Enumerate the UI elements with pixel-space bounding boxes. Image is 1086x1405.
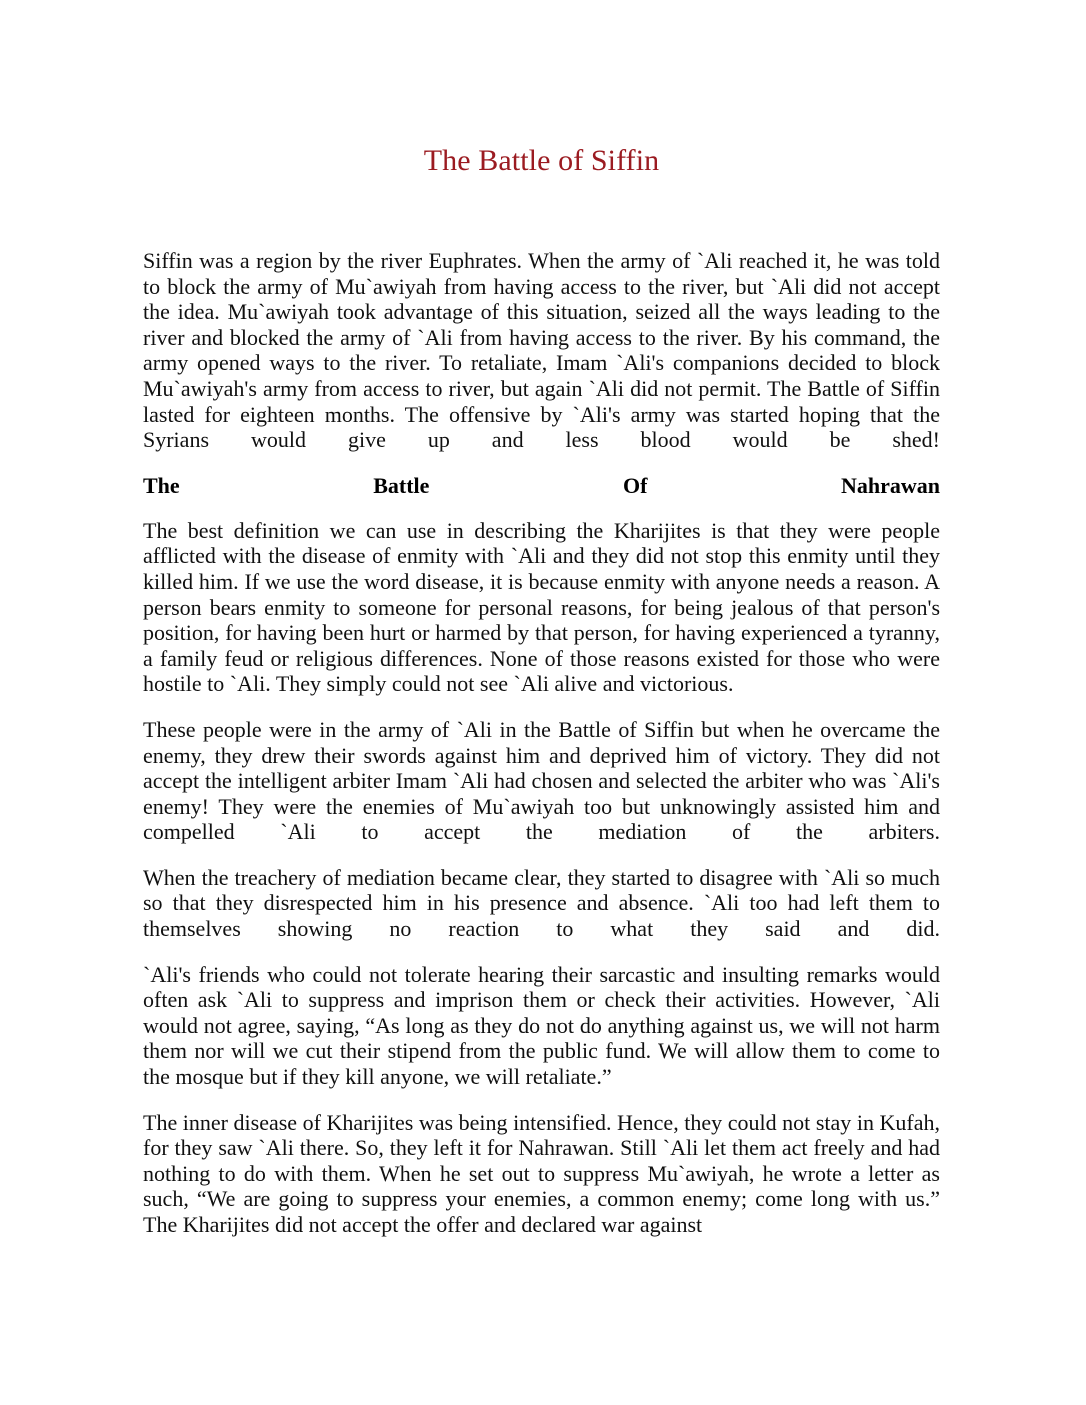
paragraph-army-of-ali-siffin: These people were in the army of `Ali in the Battle of Siffin but when he overcame the enemy, they drew their swords against him and deprived him of victory. They did not accept the intelligent arbiter Imam `Ali had chosen and selected the arbiter who was `Ali's enemy! They were the enemies of Mu`awiyah too but unknowingly assisted him and compelled `Ali to accept the mediation of the arbiters. [143,716,940,845]
page-title: The Battle of Siffin [423,144,660,177]
paragraph-siffin-intro: Siffin was a region by the river Euphrates. When the army of `Ali reached it, he was told to block the army of Mu`awiyah from having access to the river, but `Ali did not accept the idea. Mu`awiyah took advantage of this situation, seized all the ways leading to the river and blocked the army of `Ali from having access to the river. By his command, the army opened ways to the river. To retaliate, Imam `Ali's companions decided to block Mu`awiyah's army from access to river, but again `Ali did not permit. The Battle of Siffin lasted for eighteen months. The offensive by `Ali's army was started hoping that the Syrians would give up and less blood would be shed! [143,248,940,453]
paragraph-kharijites-definition: The best definition we can use in describing the Kharijites is that they were people afflicted with the disease of enmity with `Ali and they did not stop this enmity until they killed him. If we use the word disease, it is because enmity with anyone needs a reason. A person bears enmity to someone for personal reasons, for being jealous of that person's position, for having been hurt or harmed by that person, for having experienced a tyranny, a family feud or religious differences. None of those reasons existed for those who were hostile to `Ali. They simply could not see `Ali alive and victorious. [143,517,940,697]
paragraph-ali-friends-remarks: `Ali's friends who could not tolerate hearing their sarcastic and insulting remarks would often ask `Ali to suppress and imprison them or check their activities. However, `Ali would not agree, saying, “As long as they do not do anything against us, we will not harm them nor will we cut their stipend from the public fund. We will allow them to come to the mosque but if they kill anyone, we will retaliate.” [143,961,940,1090]
heading-battle-of-nahrawan: The Battle Of Nahrawan [143,472,940,498]
paragraph-treachery-of-mediation: When the treachery of mediation became clear, they started to disagree with `Ali so much so that they disrespected him in his presence and absence. `Ali too had left them to themselves showing no reaction to what they said and did. [143,864,940,942]
paragraph-inner-disease-nahrawan: The inner disease of Kharijites was being intensified. Hence, they could not stay in Kufah, for they saw `Ali there. So, they left it for Nahrawan. Still `Ali let them act freely and had nothing to do with them. When he set out to suppress Mu`awiyah, he wrote a letter as such, “We are going to suppress your enemies, a common enemy; come long with us.” The Kharijites did not accept the offer and declared war against [143,1109,940,1237]
document-body [143,248,940,1258]
